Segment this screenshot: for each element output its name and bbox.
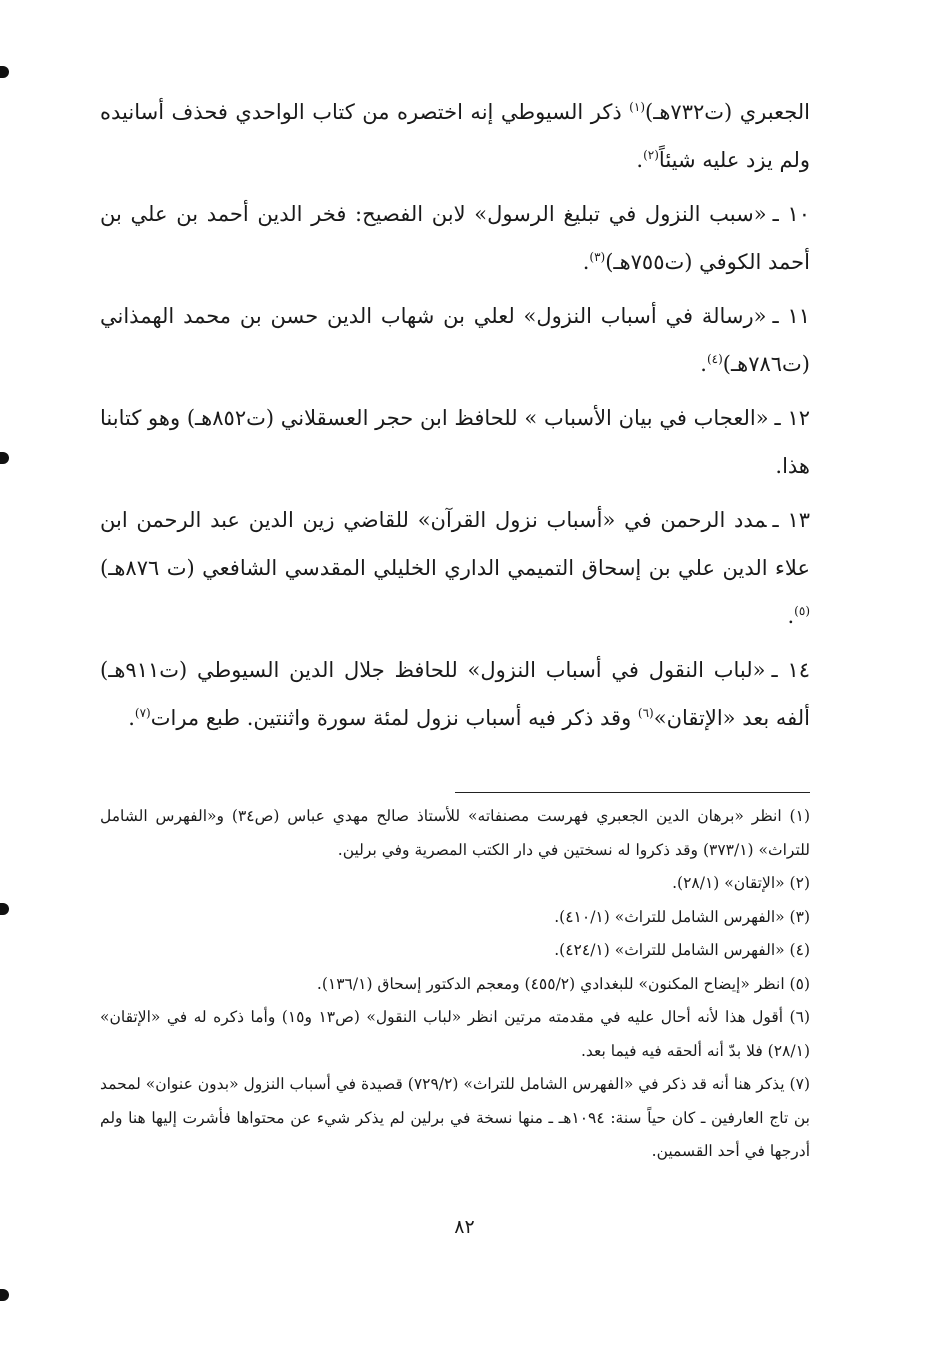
footnote-4: (٤) «الفهرس الشامل للتراث» (٤٢٤/١). — [554, 941, 810, 959]
paragraph-end: . — [636, 148, 644, 172]
binding-mark — [0, 452, 9, 464]
paragraph-continued — [100, 88, 810, 184]
footnote-7: (٧) يذكر هنا أنه قد ذكر في «الفهرس الشامل للتراث» (٧٢٩/٢) قصيدة في أسباب النزول «بدون عنوان» لمحمد بن تاج العارفين ـ كان حياً سنة: ١٠٩٤هـ ـ منها نسخة في برلين لم يذكر شيء عن محتواها فأشرت إليها هنا ولم أدرجها في أحد القسمين. — [100, 1075, 810, 1160]
list-item-12 — [100, 394, 810, 490]
item-number: ١١ ـ — [772, 304, 811, 328]
item-number: ١٤ ـ — [771, 658, 810, 682]
list-item-10 — [100, 190, 810, 286]
footnote-ref[interactable]: (٣) — [589, 250, 606, 264]
paragraph-end: . — [128, 706, 135, 730]
list-item-14 — [100, 646, 810, 742]
footnote-ref[interactable]: (٦) — [637, 706, 654, 720]
footnote-ref[interactable]: (٥) — [794, 604, 810, 618]
page-number: ٨٢ — [454, 1216, 475, 1238]
footnote-5: (٥) انظر «إيضاح المكنون» للبغدادي (٤٥٥/٢) ومعجم الدكتور إسحاق (١٣٦/١). — [316, 974, 810, 993]
footnote-1: (١) انظر «برهان الدين الجعبري فهرست مصنفاته» للأستاذ صالح مهدي عباس (ص٣٤) و«الفهرس الشامل للتراث» (٣٧٣/١) وقد ذكروا له نسختين في دار الكتب المصرية وفي برلين. — [100, 807, 810, 859]
item-number: ١٠ ـ — [772, 202, 811, 226]
footnote-ref[interactable]: (٢) — [643, 148, 659, 162]
paragraph-text: «العجاب في بيان الأسباب » للحافظ ابن حجر العسقلاني (ت٨٥٢هـ) وهو كتابنا هذا. — [100, 406, 810, 478]
footnote-ref[interactable]: (٤) — [706, 352, 723, 366]
binding-mark — [0, 66, 9, 78]
main-text — [100, 88, 810, 748]
paragraph-end: . — [582, 250, 590, 274]
footnote-ref[interactable]: (٧) — [134, 706, 151, 720]
item-number: ١٣ ـ — [772, 508, 811, 532]
binding-mark — [0, 1289, 9, 1301]
list-item-11 — [100, 292, 810, 388]
paragraph-text: ذكر السيوطي إنه اختصره من كتاب الواحدي فحذف أسانيده ولم يزد عليه شيئاً — [100, 100, 810, 172]
list-item-13 — [100, 496, 810, 640]
footnote-3: (٣) «الفهرس الشامل للتراث» (٤١٠/١). — [554, 907, 810, 926]
paragraph-end: . — [700, 352, 707, 376]
paragraph-text: وقد ذكر فيه أسباب نزول لمئة سورة واثنتين. طبع مرات — [150, 706, 638, 730]
item-number: ١٢ ـ — [774, 406, 810, 430]
footnote-separator — [455, 792, 810, 793]
footnote-6: (٦) أقول هذا لأنه أحال عليه في مقدمته مرتين انظر «لباب النقول» (ص١٣ و١٥) وأما ذكره له في «الإتقان» (٢٨/١) فلا بدّ أنه ألحقه فيه فيما بعد. — [100, 1008, 810, 1060]
paragraph-text: «رسالة في أسباب النزول» لعلي بن شهاب الدين حسن بن محمد الهمذاني (ت٧٨٦هـ) — [100, 304, 810, 376]
paragraph-text: الجعبري (ت٧٣٢هـ) — [645, 100, 811, 124]
paragraph-text: «سبب النزول في تبليغ الرسول» لابن الفصيح: فخر الدين أحمد بن علي بن أحمد الكوفي (ت٧٥٥هـ) — [100, 202, 810, 274]
binding-mark — [0, 903, 9, 915]
paragraph-text: «لباب النقول في أسباب النزول» للحافظ جلال الدين السيوطي (ت٩١١هـ) ألفه بعد «الإتقان» — [100, 658, 810, 730]
footnotes — [100, 800, 810, 1169]
footnote-2: (٢) «الإتقان» (٢٨/١). — [672, 874, 810, 892]
paragraph-end: . — [787, 604, 795, 628]
footnote-ref[interactable]: (١) — [629, 100, 645, 114]
paragraph-text: مدد الرحمن في «أسباب نزول القرآن» للقاضي زين الدين عبد الرحمن ابن علاء الدين علي بن إسحاق التميمي الداري الخليلي المقدسي الشافعي (ت ٨٧٦هـ) — [100, 508, 810, 580]
